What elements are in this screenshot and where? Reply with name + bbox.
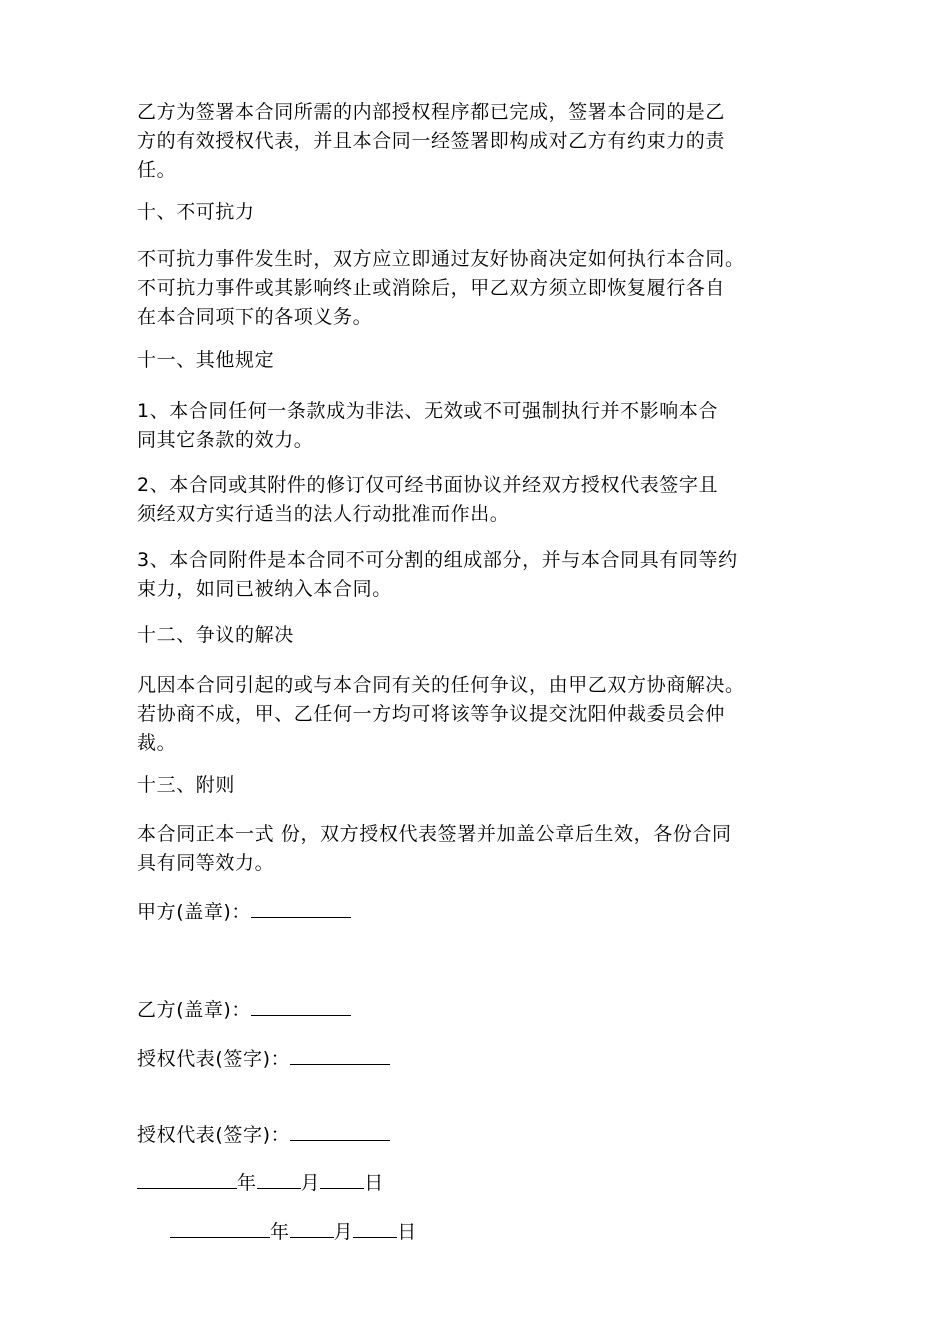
rep-signature-blank-1	[290, 1044, 390, 1065]
paragraph-party-b-authorization: 乙方为签署本合同所需的内部授权程序都已完成，签署本合同的是乙 方的有效授权代表，并且本合同一经签署即构成对乙方有约束力的责 任。	[137, 101, 726, 181]
paragraph-supplementary: 本合同正本一式 份，双方授权代表签署并加盖公章后生效，各份合同 具有同等效力。	[137, 823, 732, 874]
date-year-blank-1	[137, 1168, 237, 1189]
date-day-label-2: 日	[397, 1220, 417, 1243]
date-year-label-2: 年	[270, 1220, 290, 1243]
date-year-blank-2	[170, 1217, 270, 1238]
date-day-blank-2	[353, 1217, 397, 1238]
date-month-blank-2	[290, 1217, 334, 1238]
date-year-label-1: 年	[237, 1171, 257, 1194]
rep-signature-label-2: 授权代表(签字)：	[137, 1123, 291, 1146]
rep-signature-blank-2	[290, 1120, 390, 1141]
date-day-label-1: 日	[364, 1171, 384, 1194]
date-line-2	[170, 1217, 417, 1247]
date-day-blank-1	[320, 1168, 364, 1189]
party-b-seal-line	[137, 995, 351, 1025]
party-b-seal-blank	[251, 995, 351, 1016]
date-month-blank-1	[257, 1168, 301, 1189]
party-b-seal-label: 乙方(盖章)：	[137, 998, 252, 1021]
paragraph-provision-1: 1、本合同任何一条款成为非法、无效或不可强制执行并不影响本合 同其它条款的效力。	[137, 400, 719, 451]
party-a-seal-label: 甲方(盖章)：	[137, 900, 252, 923]
paragraph-provision-3: 3、本合同附件是本合同不可分割的组成部分，并与本合同具有同等约 束力，如同已被纳入本合同。	[137, 549, 738, 600]
paragraph-force-majeure: 不可抗力事件发生时，双方应立即通过友好协商决定如何执行本合同。 不可抗力事件或其影响终止或消除后，甲乙双方须立即恢复履行各自 在本合同项下的各项义务。	[137, 248, 745, 328]
date-line-1	[137, 1168, 384, 1198]
rep-signature-label-1: 授权代表(签字)：	[137, 1047, 291, 1070]
paragraph-provision-2: 2、本合同或其附件的修订仅可经书面协议并经双方授权代表签字且 须经双方实行适当的法人行动批准而作出。	[137, 474, 719, 525]
heading-force-majeure: 十、不可抗力	[137, 201, 255, 223]
date-month-label-1: 月	[300, 1171, 321, 1194]
heading-supplementary: 十三、附则	[137, 774, 236, 796]
paragraph-dispute-resolution: 凡因本合同引起的或与本合同有关的任何争议，由甲乙双方协商解决。 若协商不成，甲、乙任何一方均可将该等争议提交沈阳仲裁委员会仲 裁。	[137, 674, 745, 754]
heading-other-provisions: 十一、其他规定	[137, 349, 275, 371]
date-month-label-2: 月	[333, 1220, 354, 1243]
rep-signature-line-1	[137, 1044, 390, 1074]
rep-signature-line-2	[137, 1120, 390, 1150]
party-a-seal-blank	[251, 897, 351, 918]
party-a-seal-line	[137, 897, 351, 927]
heading-dispute-resolution: 十二、争议的解决	[137, 624, 294, 646]
